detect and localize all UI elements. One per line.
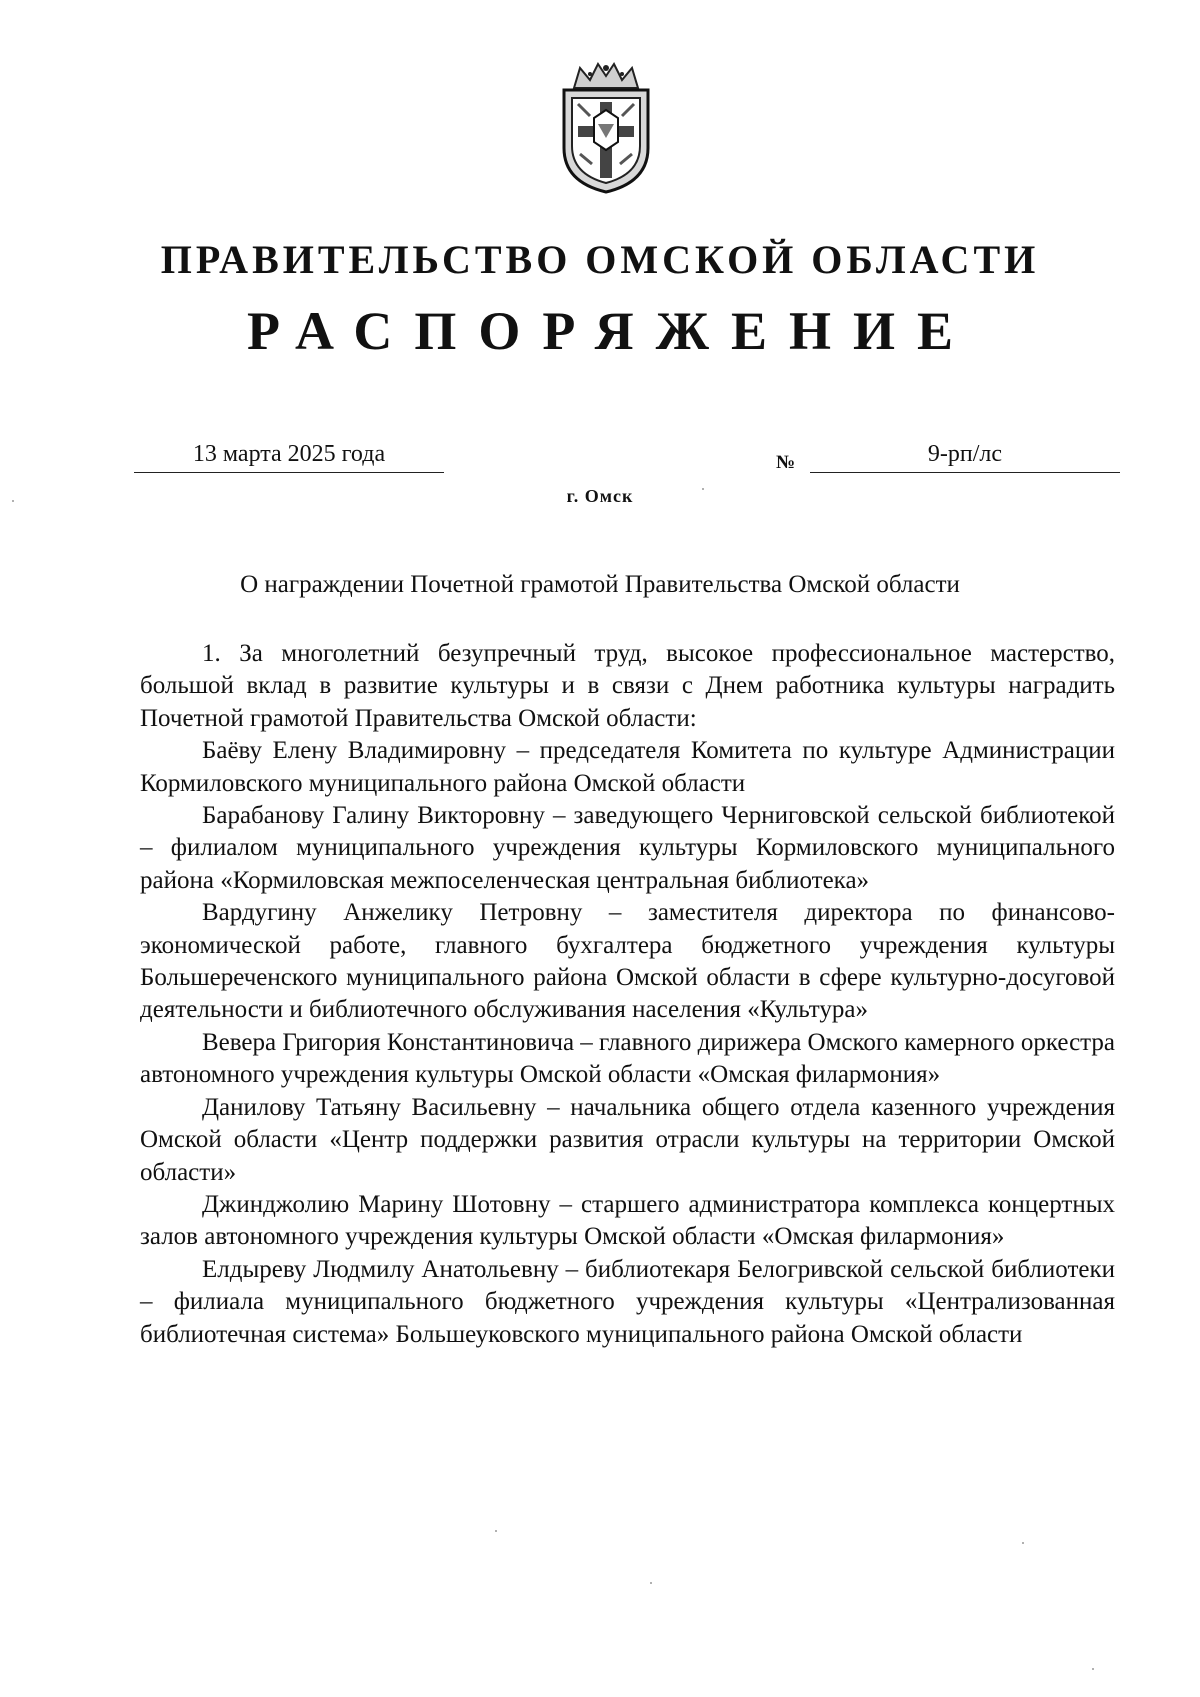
scan-speck <box>1022 1542 1024 1544</box>
awardee-paragraph: Елдыреву Людмилу Анатольевну – библиотекаря Белогривской сельской библиотеки – филиала муниципального бюджетного учреждения культуры «Централизованная библиотечная система» Большеуковского муниципального района Омской области <box>140 1255 1115 1348</box>
scan-speck <box>12 500 14 502</box>
scan-speck <box>1092 1668 1094 1670</box>
awardee-paragraph: Баёву Елену Владимировну – председателя Комитета по культуре Администрации Кормиловского муниципального района Омской области <box>140 737 1115 797</box>
scan-speck <box>702 488 704 490</box>
document-subject: О награждении Почетной грамотой Правительства Омской области <box>240 571 960 598</box>
number-sign: № <box>776 452 796 473</box>
omsk-coat-of-arms-icon <box>556 58 656 196</box>
document-date: 13 марта 2025 года <box>134 440 444 473</box>
scan-speck <box>650 1582 652 1584</box>
awardee-paragraph: Данилову Татьяну Васильевну – начальника общего отдела казенного учреждения Омской области «Центр поддержки развития отрасли культуры на территории Омской области» <box>140 1093 1115 1186</box>
paragraph-intro: 1. За многолетний безупречный труд, высокое профессиональное мастерство, большой вклад в развитие культуры и в связи с Днем работника культуры наградить Почетной грамотой Правительства Омской области: <box>140 640 1115 732</box>
scan-speck <box>495 1530 497 1532</box>
awardee-paragraph: Вардугину Анжелику Петровну – заместителя директора по финансово-экономической работе, главного бухгалтера бюджетного учреждения культуры Большереченского муниципального района Омской области в сфере культурно-досуговой деятельности и библиотечного обслуживания населения «Культура» <box>140 899 1115 1024</box>
document-body <box>140 638 1115 1351</box>
awardee-paragraph: Джинджолию Марину Шотовну – старшего администратора комплекса концертных залов автономного учреждения культуры Омской области «Омская филармония» <box>140 1190 1115 1251</box>
organization-title: ПРАВИТЕЛЬСТВО ОМСКОЙ ОБЛАСТИ <box>160 237 1040 282</box>
document-type-title: РАСПОРЯЖЕНИЕ <box>246 301 976 361</box>
document-city: г. Омск <box>566 486 634 506</box>
awardee-paragraph: Вевера Григория Константиновича – главного дирижера Омского камерного оркестра автономного учреждения культуры Омской области «Омская филармония» <box>140 1028 1115 1089</box>
document-number: 9-рп/лс <box>810 440 1120 473</box>
awardee-paragraph: Барабанову Галину Викторовну – заведующего Черниговской сельской библиотекой – филиалом муниципального учреждения культуры Кормиловского муниципального района «Кормиловская межпоселенческая центральная библиотека» <box>140 802 1115 894</box>
